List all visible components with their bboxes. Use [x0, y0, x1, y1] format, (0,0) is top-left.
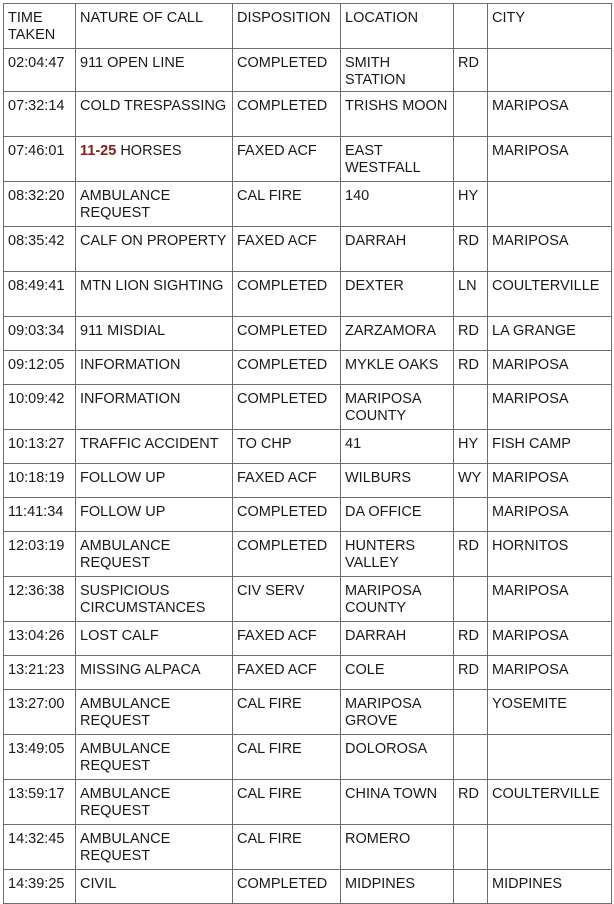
nature-of-call-cell	[76, 317, 233, 351]
disposition-cell: CIV SERV	[233, 577, 341, 622]
location-cell: COLE	[341, 656, 454, 690]
time-taken-cell: 12:03:19	[4, 532, 76, 577]
location-cell: 140	[341, 182, 454, 227]
disposition-cell: COMPLETED	[233, 317, 341, 351]
table-row	[4, 317, 612, 351]
city-cell: MARIPOSA	[488, 385, 612, 430]
street-suffix-cell: RD	[454, 49, 488, 92]
time-taken-cell: 08:35:42	[4, 227, 76, 272]
disposition-cell: CAL FIRE	[233, 690, 341, 735]
location-cell: MYKLE OAKS	[341, 351, 454, 385]
disposition-cell: COMPLETED	[233, 870, 341, 904]
location-cell: MARIPOSA GROVE	[341, 690, 454, 735]
nature-text: AMBULANCE REQUEST	[80, 831, 171, 864]
nature-of-call-cell	[76, 49, 233, 92]
time-taken-cell: 12:36:38	[4, 577, 76, 622]
table-row	[4, 622, 612, 656]
time-taken-cell: 13:21:23	[4, 656, 76, 690]
city-cell: MARIPOSA	[488, 656, 612, 690]
city-cell: MIDPINES	[488, 870, 612, 904]
street-suffix-cell	[454, 577, 488, 622]
nature-of-call-cell	[76, 137, 233, 182]
location-cell: DOLOROSA	[341, 735, 454, 780]
nature-text: CALF ON PROPERTY	[80, 233, 227, 249]
time-taken-cell: 14:39:25	[4, 870, 76, 904]
city-cell: COULTERVILLE	[488, 780, 612, 825]
nature-text: CIVIL	[80, 876, 117, 892]
table-row	[4, 182, 612, 227]
header-disposition: DISPOSITION	[233, 4, 341, 49]
location-cell: ROMERO	[341, 825, 454, 870]
disposition-cell: CAL FIRE	[233, 182, 341, 227]
location-cell: HUNTERS VALLEY	[341, 532, 454, 577]
location-cell: TRISHS MOON	[341, 92, 454, 137]
location-cell: MIDPINES	[341, 870, 454, 904]
city-cell: MARIPOSA	[488, 92, 612, 137]
nature-of-call-cell	[76, 182, 233, 227]
city-cell: YOSEMITE	[488, 690, 612, 735]
nature-of-call-cell	[76, 498, 233, 532]
time-taken-cell: 07:46:01	[4, 137, 76, 182]
street-suffix-cell	[454, 385, 488, 430]
street-suffix-cell	[454, 825, 488, 870]
disposition-cell: FAXED ACF	[233, 656, 341, 690]
city-cell	[488, 49, 612, 92]
nature-of-call-cell	[76, 690, 233, 735]
street-suffix-cell: RD	[454, 532, 488, 577]
location-cell: SMITH STATION	[341, 49, 454, 92]
time-taken-cell: 08:49:41	[4, 272, 76, 317]
disposition-cell: COMPLETED	[233, 532, 341, 577]
disposition-cell: COMPLETED	[233, 351, 341, 385]
street-suffix-cell: HY	[454, 182, 488, 227]
street-suffix-cell	[454, 735, 488, 780]
nature-of-call-cell	[76, 622, 233, 656]
nature-of-call-cell	[76, 780, 233, 825]
street-suffix-cell: RD	[454, 317, 488, 351]
nature-text: AMBULANCE REQUEST	[80, 786, 171, 819]
table-row	[4, 690, 612, 735]
nature-text: AMBULANCE REQUEST	[80, 188, 171, 221]
location-cell: 41	[341, 430, 454, 464]
location-cell: MARIPOSA COUNTY	[341, 577, 454, 622]
header-suffix	[454, 4, 488, 49]
street-suffix-cell: WY	[454, 464, 488, 498]
nature-text: COLD TRESPASSING	[80, 98, 227, 114]
street-suffix-cell: RD	[454, 351, 488, 385]
time-taken-cell: 14:32:45	[4, 825, 76, 870]
disposition-cell: FAXED ACF	[233, 622, 341, 656]
nature-of-call-cell	[76, 825, 233, 870]
header-location: LOCATION	[341, 4, 454, 49]
city-cell	[488, 182, 612, 227]
nature-text: AMBULANCE REQUEST	[80, 696, 171, 729]
table-row	[4, 532, 612, 577]
header-city: CITY	[488, 4, 612, 49]
nature-text: AMBULANCE REQUEST	[80, 538, 171, 571]
nature-text: FOLLOW UP	[80, 470, 166, 486]
street-suffix-cell: RD	[454, 656, 488, 690]
nature-text: MISSING ALPACA	[80, 662, 201, 678]
disposition-cell: FAXED ACF	[233, 137, 341, 182]
table-row	[4, 385, 612, 430]
street-suffix-cell	[454, 690, 488, 735]
street-suffix-cell	[454, 498, 488, 532]
nature-text: LOST CALF	[80, 628, 159, 644]
table-row	[4, 227, 612, 272]
disposition-cell: COMPLETED	[233, 272, 341, 317]
table-row	[4, 498, 612, 532]
table-row	[4, 137, 612, 182]
time-taken-cell: 10:13:27	[4, 430, 76, 464]
nature-text: FOLLOW UP	[80, 504, 166, 520]
call-log-table	[3, 3, 612, 904]
nature-text: 911 MISDIAL	[80, 323, 166, 339]
table-row	[4, 577, 612, 622]
time-taken-cell: 13:59:17	[4, 780, 76, 825]
table-row	[4, 351, 612, 385]
location-cell: EAST WESTFALL	[341, 137, 454, 182]
nature-text: HORSES	[120, 143, 182, 159]
city-cell	[488, 735, 612, 780]
city-cell: MARIPOSA	[488, 227, 612, 272]
nature-of-call-cell	[76, 385, 233, 430]
nature-of-call-cell	[76, 464, 233, 498]
call-code: 11-25	[80, 143, 117, 159]
city-cell: MARIPOSA	[488, 137, 612, 182]
nature-of-call-cell	[76, 532, 233, 577]
table-row	[4, 430, 612, 464]
disposition-cell: CAL FIRE	[233, 780, 341, 825]
disposition-cell: CAL FIRE	[233, 825, 341, 870]
table-row	[4, 49, 612, 92]
table-row	[4, 825, 612, 870]
table-row	[4, 656, 612, 690]
city-cell: MARIPOSA	[488, 464, 612, 498]
street-suffix-cell	[454, 137, 488, 182]
nature-of-call-cell	[76, 577, 233, 622]
time-taken-cell: 13:27:00	[4, 690, 76, 735]
street-suffix-cell: RD	[454, 227, 488, 272]
time-taken-cell: 07:32:14	[4, 92, 76, 137]
nature-of-call-cell	[76, 430, 233, 464]
street-suffix-cell: RD	[454, 622, 488, 656]
location-cell: WILBURS	[341, 464, 454, 498]
location-cell: CHINA TOWN	[341, 780, 454, 825]
table-row	[4, 464, 612, 498]
city-cell: HORNITOS	[488, 532, 612, 577]
nature-text: INFORMATION	[80, 357, 181, 373]
time-taken-cell: 11:41:34	[4, 498, 76, 532]
location-cell: ZARZAMORA	[341, 317, 454, 351]
table-row	[4, 735, 612, 780]
disposition-cell: COMPLETED	[233, 92, 341, 137]
city-cell: LA GRANGE	[488, 317, 612, 351]
nature-text: TRAFFIC ACCIDENT	[80, 436, 219, 452]
header-time-taken: TIME TAKEN	[4, 4, 76, 49]
city-cell: MARIPOSA	[488, 577, 612, 622]
location-cell: DARRAH	[341, 622, 454, 656]
nature-text: INFORMATION	[80, 391, 181, 407]
header-row	[4, 4, 612, 49]
time-taken-cell: 10:09:42	[4, 385, 76, 430]
time-taken-cell: 02:04:47	[4, 49, 76, 92]
location-cell: DA OFFICE	[341, 498, 454, 532]
city-cell: FISH CAMP	[488, 430, 612, 464]
time-taken-cell: 08:32:20	[4, 182, 76, 227]
nature-text: 911 OPEN LINE	[80, 55, 185, 71]
nature-of-call-cell	[76, 227, 233, 272]
city-cell: MARIPOSA	[488, 622, 612, 656]
street-suffix-cell	[454, 870, 488, 904]
location-cell: DARRAH	[341, 227, 454, 272]
city-cell: MARIPOSA	[488, 498, 612, 532]
disposition-cell: COMPLETED	[233, 385, 341, 430]
nature-of-call-cell	[76, 735, 233, 780]
nature-of-call-cell	[76, 272, 233, 317]
city-cell: COULTERVILLE	[488, 272, 612, 317]
street-suffix-cell: RD	[454, 780, 488, 825]
nature-of-call-cell	[76, 351, 233, 385]
disposition-cell: CAL FIRE	[233, 735, 341, 780]
time-taken-cell: 13:49:05	[4, 735, 76, 780]
location-cell: DEXTER	[341, 272, 454, 317]
table-row	[4, 870, 612, 904]
call-log-body	[4, 4, 612, 904]
city-cell	[488, 825, 612, 870]
disposition-cell: COMPLETED	[233, 49, 341, 92]
nature-text: MTN LION SIGHTING	[80, 278, 224, 294]
city-cell: MARIPOSA	[488, 351, 612, 385]
time-taken-cell: 09:12:05	[4, 351, 76, 385]
location-cell: MARIPOSA COUNTY	[341, 385, 454, 430]
nature-text: SUSPICIOUS CIRCUMSTANCES	[80, 583, 206, 616]
time-taken-cell: 13:04:26	[4, 622, 76, 656]
street-suffix-cell	[454, 92, 488, 137]
time-taken-cell: 09:03:34	[4, 317, 76, 351]
disposition-cell: FAXED ACF	[233, 227, 341, 272]
table-row	[4, 92, 612, 137]
table-row	[4, 272, 612, 317]
nature-of-call-cell	[76, 656, 233, 690]
disposition-cell: COMPLETED	[233, 498, 341, 532]
street-suffix-cell: HY	[454, 430, 488, 464]
disposition-cell: FAXED ACF	[233, 464, 341, 498]
table-row	[4, 780, 612, 825]
disposition-cell: TO CHP	[233, 430, 341, 464]
nature-of-call-cell	[76, 92, 233, 137]
time-taken-cell: 10:18:19	[4, 464, 76, 498]
nature-text: AMBULANCE REQUEST	[80, 741, 171, 774]
header-nature-of-call: NATURE OF CALL	[76, 4, 233, 49]
street-suffix-cell: LN	[454, 272, 488, 317]
nature-of-call-cell	[76, 870, 233, 904]
